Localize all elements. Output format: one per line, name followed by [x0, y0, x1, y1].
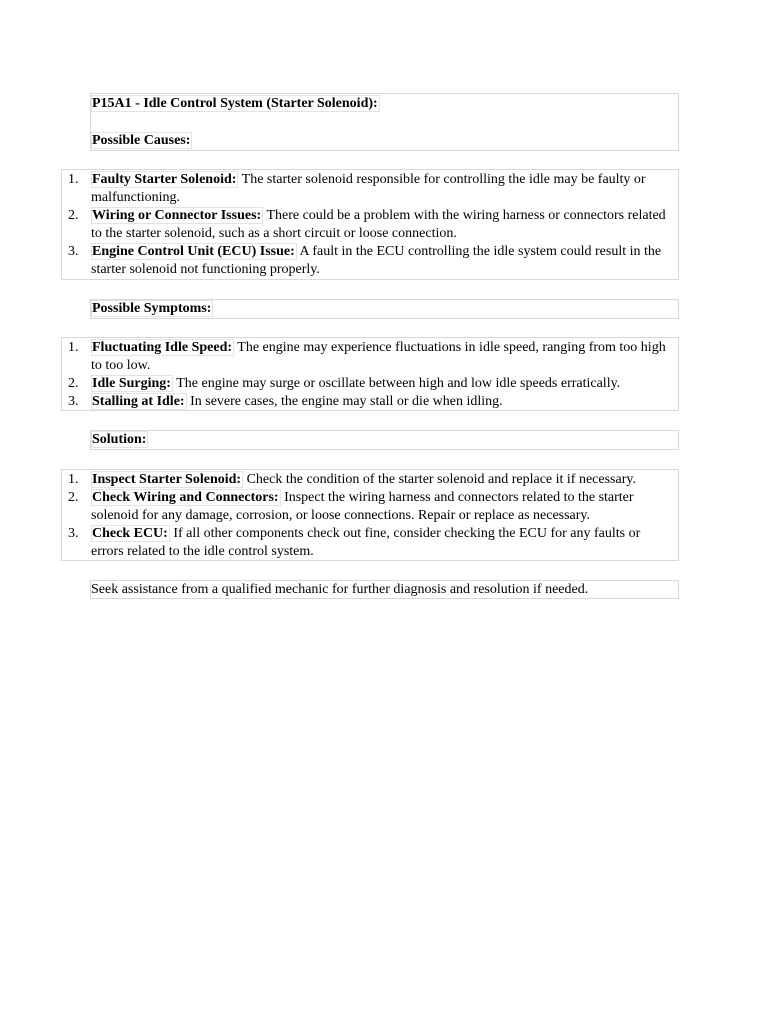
- solution-term: Check Wiring and Connectors:: [92, 490, 279, 505]
- cause-text: There could be a problem with the wiring harness or connectors related to the starter solenoid, such as a short circuit or loose connection.: [91, 208, 666, 241]
- closing-text: Seek assistance from a qualified mechanic for further diagnosis and resolution if needed.: [91, 582, 589, 597]
- solution-term: Check ECU:: [92, 526, 168, 541]
- solution-text: Check the condition of the starter solenoid and replace it if necessary.: [246, 472, 636, 487]
- symptom-text: The engine may surge or oscillate between high and low idle speeds erratically.: [176, 376, 621, 391]
- solution-item: [62, 471, 678, 489]
- solution-item: [62, 525, 678, 561]
- symptom-number: 3.: [68, 394, 79, 409]
- title-section: [90, 93, 679, 151]
- symptom-term: Fluctuating Idle Speed:: [92, 340, 233, 355]
- cause-item: [62, 207, 678, 243]
- cause-number: 3.: [68, 244, 79, 259]
- symptom-text: In severe cases, the engine may stall or die when idling.: [190, 394, 503, 409]
- closing-box: [90, 580, 679, 599]
- document-title: P15A1 - Idle Control System (Starter Solenoid):: [92, 96, 378, 111]
- cause-number: 2.: [68, 208, 79, 223]
- cause-item: [62, 243, 678, 279]
- cause-number: 1.: [68, 172, 79, 187]
- solutions-list: [62, 471, 678, 561]
- symptom-item: [62, 375, 678, 393]
- solution-text: If all other components check out fine, consider checking the ECU for any faults or errors related to the idle control system.: [91, 526, 641, 559]
- solution-heading-box: [90, 430, 679, 450]
- solutions-list-box: [61, 469, 679, 561]
- causes-heading: Possible Causes:: [92, 133, 191, 148]
- cause-text: The starter solenoid responsible for controlling the idle may be faulty or malfunctioning.: [91, 172, 646, 205]
- symptom-item: [62, 339, 678, 375]
- causes-list: [62, 171, 678, 279]
- cause-term: Engine Control Unit (ECU) Issue:: [92, 244, 295, 259]
- causes-list-box: [61, 169, 679, 280]
- symptoms-heading-box: [90, 299, 679, 319]
- solution-item: [62, 489, 678, 525]
- symptom-text: The engine may experience fluctuations in idle speed, ranging from too high to too low.: [91, 340, 666, 373]
- cause-term: Wiring or Connector Issues:: [92, 208, 262, 223]
- symptoms-heading: Possible Symptoms:: [92, 301, 212, 316]
- cause-item: [62, 171, 678, 207]
- solution-number: 2.: [68, 490, 79, 505]
- symptom-term: Stalling at Idle:: [92, 394, 185, 409]
- symptoms-list: [62, 339, 678, 411]
- symptoms-list-box: [61, 337, 679, 411]
- symptom-term: Idle Surging:: [92, 376, 171, 391]
- cause-text: A fault in the ECU controlling the idle system could result in the starter solenoid not functioning properly.: [91, 244, 662, 277]
- symptom-item: [62, 393, 678, 411]
- symptom-number: 2.: [68, 376, 79, 391]
- cause-term: Faulty Starter Solenoid:: [92, 172, 237, 187]
- symptom-number: 1.: [68, 340, 79, 355]
- solution-heading: Solution:: [92, 432, 147, 447]
- solution-term: Inspect Starter Solenoid:: [92, 472, 242, 487]
- solution-number: 3.: [68, 526, 79, 541]
- solution-number: 1.: [68, 472, 79, 487]
- solution-text: Inspect the wiring harness and connectors related to the starter solenoid for any damage, corrosion, or loose connections. Repair or replace as necessary.: [91, 490, 634, 523]
